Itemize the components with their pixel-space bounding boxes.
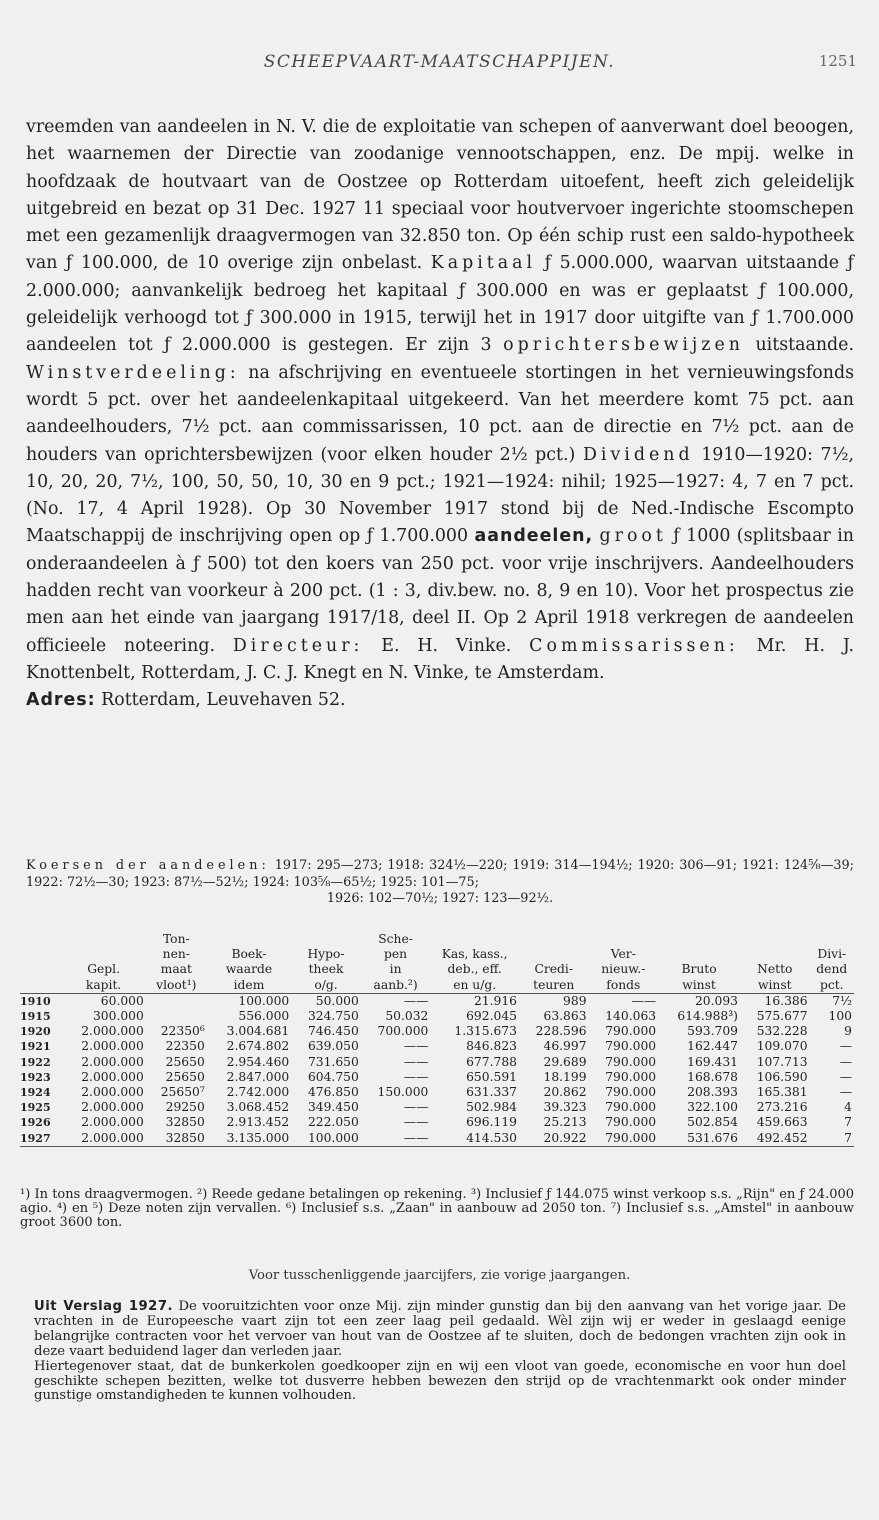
oprichters-text: uitstaande. [755, 335, 854, 356]
table-cell: 531.676 [658, 1131, 740, 1147]
year-cell: 1922 [20, 1055, 51, 1069]
table-cell: 4 [844, 1100, 852, 1115]
footnote-mark: ⁶) [286, 1201, 297, 1217]
table-cell: —— [403, 993, 429, 1008]
footnote-7: Inclusief s.s. „Amstel" in aanbouw groot 3600 ton. [20, 1201, 854, 1231]
table-header-row [20, 932, 854, 947]
table-cell: 20.922 [519, 1131, 589, 1147]
commissarissen-names: Mr. H. J. Knottenbelt, Rotterdam, J. C. J. Knegt en N. Vinke, te Amsterdam. [26, 635, 854, 683]
table-cell: 20.093 [694, 993, 738, 1008]
year-cell: 1920 [20, 1025, 51, 1039]
header-cell [589, 932, 659, 947]
header-cell [519, 932, 589, 947]
header-cell: nieuw.- [601, 962, 646, 977]
table-cell: 39.323 [543, 1100, 587, 1115]
header-cell: fonds [589, 978, 659, 994]
dividend-text: 1910—1920: 7½, 10, 20, 20, 7½, 100, 50, 50, 10, 30 en 9 pct.; 1921—1924: nihil; 1925—1927: 4, 7 en 7 pct. (No. 17, 4 April 1928). Op 30 November 1917 stond bij de Ned.-Indische Escompto Maatschappij de inschrijving open op ƒ 1.700.000 [26, 444, 854, 547]
table-cell: 20.862 [543, 1085, 587, 1100]
table-cell: 790.000 [605, 1024, 657, 1039]
table-cell: 846.823 [466, 1039, 517, 1054]
year-cell: 1924 [20, 1086, 51, 1100]
table-cell: 324.750 [307, 1009, 359, 1024]
header-cell [430, 932, 519, 947]
footnote-3: Inclusief ƒ 144.075 winst verkoop s.s. „Rijn" en ƒ 24.000 agio. [20, 1187, 855, 1217]
table-cell: 300.000 [92, 1009, 144, 1024]
table-cell: 32850 [165, 1115, 205, 1130]
table-row [20, 1115, 854, 1130]
verslag-paragraph-1 [34, 1300, 846, 1360]
table-cell: 414.530 [430, 1131, 519, 1147]
verslag-text-2: Hiertegenover staat, dat de bunkerkolen goedkooper zijn en wij een vloot van goede, economische en voor hun doel geschikte schepen bezitten, welke tot dusverre hebben bewezen den strijd op de vrachtenmarkt ook onder minder gunstige omstandigheden te kunnen volhouden. [34, 1358, 846, 1404]
header-cell: pen [384, 947, 408, 962]
table-cell: 614.988³) [677, 1009, 738, 1024]
year-cell: 1926 [20, 1116, 51, 1130]
table-cell: 25.213 [543, 1115, 587, 1130]
verslag-text-1: De vooruitzichten voor onze Mij. zijn minder gunstig dan bij den aanvang van het vorige jaar. De vrachten in de Europeesche vaart zijn tot een zeer laag peil gedaald. Wèl zijn wij er weder in geslaagd eenige belangrijke contracten voor het vervoer van hout van de Oostzee af te sluiten, doch de bedongen vrachten zijn ook in deze vaart beduidend lager dan verleden jaar. [34, 1299, 846, 1359]
table-cell: 7 [810, 1131, 854, 1147]
table-cell: 349.450 [307, 1100, 359, 1115]
table-cell: 228.596 [535, 1024, 587, 1039]
annual-report-excerpt [34, 1300, 846, 1404]
table-cell: 2.000.000 [81, 1054, 144, 1069]
header-cell [658, 947, 740, 962]
dividend-label: Dividend [582, 444, 694, 465]
oprichters-intro: Er zijn 3 [405, 335, 492, 356]
table-cell: 273.216 [756, 1100, 808, 1115]
groot-label: groot [599, 526, 667, 547]
table-cell: 7 [844, 1115, 852, 1130]
table-cell: 989 [563, 993, 587, 1008]
table-cell: 322.100 [687, 1100, 738, 1115]
commissarissen-label: Commissarissen: [529, 635, 739, 656]
year-cell: 1910 [20, 994, 51, 1008]
header-cell: Ver- [610, 947, 636, 962]
table-cell: —— [403, 1115, 429, 1130]
header-cell [61, 947, 145, 962]
table-cell: 2.000.000 [81, 1100, 144, 1115]
table-cell: 140.063 [605, 1009, 657, 1024]
table-cell: 639.050 [307, 1039, 359, 1054]
header-cell [291, 932, 361, 947]
header-cell: Kas, kass., [441, 947, 508, 962]
table-cell: 502.984 [466, 1100, 517, 1115]
table-cell: 32850 [146, 1131, 207, 1147]
header-cell [61, 932, 145, 947]
table-cell [146, 993, 207, 1009]
header-cell: idem [207, 978, 291, 994]
table-cell: 50.000 [315, 993, 359, 1008]
header-cell: deb., eff. [447, 962, 502, 977]
table-cell: 50.032 [385, 1009, 429, 1024]
table-cell: — [839, 1054, 852, 1069]
table-cell: 502.854 [687, 1115, 738, 1130]
table-cell: 2.000.000 [81, 1039, 144, 1054]
year-cell: 1925 [20, 1101, 51, 1115]
header-cell: in [389, 962, 402, 977]
footnote-mark: ²) [196, 1187, 208, 1202]
header-cell [207, 932, 291, 947]
header-cell: kapit. [61, 978, 145, 994]
kapitaal-text: ƒ 5.000.000, waarvan uitstaande ƒ 2.000.000; aanvankelijk bedroeg het kapitaal ƒ 300.000 en was er geplaatst ƒ 100.000, geleidelijk verhoogd tot ƒ 300.000 in 1915, terwijl het in 1917 door uitgifte van ƒ 1.700.000 aandeelen tot ƒ 2.000.000 is gestegen. [26, 253, 854, 356]
footnote-1: In tons draagvermogen. [34, 1187, 193, 1202]
page-header [0, 52, 879, 82]
aandeelen-label: aandeelen, [474, 526, 594, 547]
table-cell: 2.000.000 [81, 1069, 144, 1084]
header-cell: winst [658, 978, 740, 994]
table-cell: 7½ [832, 993, 852, 1008]
table-cell: 100.000 [291, 1131, 361, 1147]
table-cell: 100 [828, 1009, 852, 1024]
table-cell: 476.850 [307, 1085, 359, 1100]
adres-label: Adres: [26, 690, 96, 711]
table-cell: 60.000 [100, 993, 144, 1008]
table-cell: 3.135.000 [207, 1131, 291, 1147]
table-cell: 106.590 [756, 1069, 808, 1084]
table-row [20, 1100, 854, 1115]
table-cell: 604.750 [307, 1069, 359, 1084]
table-cell: 593.709 [687, 1024, 738, 1039]
table-cell: 22350 [165, 1039, 205, 1054]
oprichters-label: oprichtersbewijzen [503, 335, 744, 356]
header-cell [20, 947, 61, 962]
table-cell: 46.997 [543, 1039, 587, 1054]
table-cell: — [839, 1085, 852, 1100]
header-cell: Divi- [817, 947, 847, 962]
koersen-label: Koersen der aandeelen: [26, 858, 270, 873]
header-cell: winst [740, 978, 810, 994]
table-cell: 29250 [165, 1100, 205, 1115]
table-cell: 3.068.452 [226, 1100, 290, 1115]
header-cell: theek [308, 962, 344, 977]
header-cell: dend [816, 962, 848, 977]
table-cell: 29.689 [543, 1054, 587, 1069]
table-cell: 2.000.000 [81, 1085, 144, 1100]
table-header-row [20, 978, 854, 994]
table-cell: 700.000 [377, 1024, 429, 1039]
table-header-row [20, 962, 854, 977]
footnote-6: Inclusief s.s. „Zaan" in aanbouw ad 2050 ton. [301, 1201, 606, 1217]
table-cell: 746.450 [307, 1024, 359, 1039]
adres-value: Rotterdam, Leuvehaven 52. [101, 690, 346, 711]
table-cell: 1.315.673 [454, 1024, 517, 1039]
table-cell: 631.337 [466, 1085, 517, 1100]
header-cell [20, 962, 61, 977]
winstverdeeling-text: na afschrijving en eventueele stortingen in het vernieuwingsfonds wordt 5 pct. over het aandeelenkapitaal uitgekeerd. Van het meerdere komt 75 pct. aan aandeelhouders, 7½ pct. aan commissarissen, 10 pct. aan de directie en 7½ pct. aan de houders van oprichtersbewijzen (voor elken houder 2½ pct.) [26, 362, 855, 465]
table-cell: 790.000 [589, 1131, 659, 1147]
verslag-heading: Uit Verslag 1927. [34, 1299, 174, 1314]
table-cell: 208.393 [687, 1085, 738, 1100]
table-cell: 790.000 [605, 1115, 657, 1130]
header-cell [658, 932, 740, 947]
table-row [20, 1085, 854, 1100]
table-row [20, 1055, 854, 1070]
header-cell: aanb.²) [361, 978, 431, 994]
table-cell: 168.678 [687, 1069, 738, 1084]
table-cell: 459.663 [756, 1115, 808, 1130]
table-cell: 2.847.000 [226, 1069, 290, 1084]
header-cell [20, 978, 61, 994]
table-cell: 790.000 [605, 1039, 657, 1054]
table-cell: 22350⁶ [160, 1024, 205, 1039]
page-number: 1251 [818, 52, 857, 70]
table-row [20, 993, 854, 1009]
running-title: SCHEEPVAART-MAATSCHAPPIJEN. [263, 52, 616, 72]
table-cell: 109.070 [756, 1039, 808, 1054]
table-cell: 150.000 [377, 1085, 429, 1100]
table-cell: 575.677 [756, 1009, 808, 1024]
table-cell: 692.045 [466, 1009, 517, 1024]
table-cell: —— [403, 1039, 429, 1054]
header-cell: pct. [810, 978, 854, 994]
table-cell: 2.000.000 [61, 1131, 145, 1147]
header-cell [810, 932, 854, 947]
table-cell: 2.954.460 [226, 1054, 290, 1069]
table-cell: 696.119 [466, 1115, 517, 1130]
header-cell: maat [160, 962, 192, 977]
header-cell: o/g. [291, 978, 361, 994]
table-cell: 3.004.681 [226, 1024, 290, 1039]
table-cell: 9 [844, 1024, 852, 1039]
intermediate-years-note: Voor tusschenliggende jaarcijfers, zie vorige jaargangen. [248, 1268, 631, 1283]
footnote-mark: ⁴) en ⁵) [56, 1201, 104, 1217]
table-cell: 16.386 [764, 993, 808, 1008]
table-cell: 222.050 [307, 1115, 359, 1130]
table-cell: 731.650 [307, 1054, 359, 1069]
header-cell: Credi- [534, 962, 574, 977]
header-cell: nen- [162, 947, 190, 962]
koersen-section [26, 858, 854, 908]
table-cell: 25650 [165, 1054, 205, 1069]
table-cell: 677.788 [466, 1054, 517, 1069]
table-row [20, 1024, 854, 1039]
kapitaal-label: Kapitaal [430, 253, 537, 274]
koersen-line-2: 1926: 102—70½; 1927: 123—92½. [326, 891, 554, 906]
table-cell: 21.916 [473, 993, 517, 1008]
header-cell: Hypo- [307, 947, 345, 962]
header-cell: Ton- [162, 932, 190, 946]
table-cell: — [839, 1039, 852, 1054]
table-cell: 165.381 [756, 1085, 808, 1100]
year-cell: 1921 [20, 1040, 51, 1054]
winstverdeeling-label: Winstverdeeling: [26, 362, 240, 383]
table-header-row [20, 947, 854, 962]
table-cell: 2.674.802 [226, 1039, 290, 1054]
footnote-mark: ¹) [20, 1187, 31, 1202]
table-cell: —— [403, 1054, 429, 1069]
table-row [20, 1009, 854, 1024]
description-paragraph [26, 114, 854, 715]
table-row [20, 1070, 854, 1085]
header-cell: Sche- [378, 932, 413, 946]
table-cell: 650.591 [466, 1069, 517, 1084]
directeur-label: Directeur: [232, 635, 364, 656]
table-cell: 2.742.000 [226, 1085, 290, 1100]
header-cell [519, 947, 589, 962]
header-cell: teuren [519, 978, 589, 994]
footnote-4-5: Deze noten zijn vervallen. [108, 1201, 282, 1217]
table-cell: 532.228 [756, 1024, 808, 1039]
table-cell: 2.913.452 [226, 1115, 290, 1130]
table-cell: 2.000.000 [81, 1115, 144, 1130]
header-cell [740, 947, 810, 962]
financial-table [20, 932, 854, 1147]
table-cell: 162.447 [687, 1039, 738, 1054]
table-cell: 25650 [165, 1069, 205, 1084]
table-cell: 63.863 [543, 1009, 587, 1024]
intro-text: vreemden van aandeelen in N. V. die de exploitatie van schepen of aanverwant doel beoogen, het waarnemen der Directie van zoodanige vennootschappen, enz. De mpij. welke in hoofdzaak de houtvaart van de Oostzee op Rotterdam uitoefent, heeft zich geleidelijk uitgebreid en bezat op 31 Dec. 1927 11 speciaal voor houtvervoer ingerichte stoomschepen met een gezamenlijk draagvermogen van 32.850 ton. Op één schip rust een saldo-hypotheek van ƒ 100.000, de 10 overige zijn onbelast. [26, 117, 854, 274]
table-cell: —— [361, 1131, 431, 1147]
header-cell: Gepl. [87, 962, 121, 977]
table-cell: 100.000 [238, 993, 290, 1008]
footnote-2: Reede gedane betalingen op rekening. [211, 1187, 467, 1202]
table-cell: 18.199 [543, 1069, 587, 1084]
company-description [26, 114, 854, 715]
table-cell: 790.000 [605, 1085, 657, 1100]
year-cell: 1915 [20, 1010, 51, 1024]
table-cell: 492.452 [740, 1131, 810, 1147]
aandeelen-text: ƒ 1000 (splitsbaar in onderaandeelen à ƒ 500) tot den koers van 250 pct. voor vrije inschrijvers. Aandeelhouders hadden recht van voorkeur à 200 pct. (1 : 3, div.bew. no. 8, 9 en 10). Voor het prospectus zie men aan het einde van jaargang 1917/18, deel II. Op 2 April 1918 verkregen de aandeelen officieele noteering. [26, 526, 855, 656]
verslag-paragraph-2 [34, 1360, 846, 1405]
table-cell: 790.000 [605, 1054, 657, 1069]
table-cell: 790.000 [605, 1100, 657, 1115]
footnotes-paragraph [20, 1188, 854, 1231]
header-cell: Boek- [231, 947, 267, 962]
footnotes [20, 1188, 854, 1231]
footnote-mark: ⁷) [610, 1201, 622, 1217]
header-cell: en u/g. [430, 978, 519, 994]
table-cell: 556.000 [238, 1009, 290, 1024]
table-cell: 790.000 [605, 1069, 657, 1084]
koersen-line-1: 1917: 295—273; 1918: 324½—220; 1919: 314—194½; 1920: 306—91; 1921: 124⅝—39; 1922: 72½—30; 1923: 87½—52½; 1924: 103⅝—65½; 1925: 101—75; [26, 858, 854, 890]
table-cell: — [839, 1069, 852, 1084]
directeur-name: E. H. Vinke. [381, 635, 512, 656]
table-cell: —— [631, 993, 657, 1008]
header-cell [740, 932, 810, 947]
table-cell: 169.431 [687, 1054, 738, 1069]
header-cell: Netto [757, 962, 793, 977]
table-cell [146, 1009, 207, 1024]
header-cell: waarde [225, 962, 273, 977]
table-cell: 25650⁷ [160, 1085, 205, 1100]
table-cell: 107.713 [756, 1054, 808, 1069]
header-cell [20, 932, 61, 947]
header-cell: Bruto [681, 962, 717, 977]
footnote-mark: ³) [470, 1187, 482, 1202]
table-cell: —— [403, 1069, 429, 1084]
table-cell: —— [403, 1100, 429, 1115]
year-cell: 1923 [20, 1070, 51, 1084]
year-cell: 1927 [20, 1131, 61, 1147]
table-cell: 2.000.000 [81, 1024, 144, 1039]
table-body [20, 993, 854, 1146]
table-row [20, 1131, 854, 1147]
table-row [20, 1039, 854, 1054]
header-cell: vloot¹) [146, 978, 207, 994]
